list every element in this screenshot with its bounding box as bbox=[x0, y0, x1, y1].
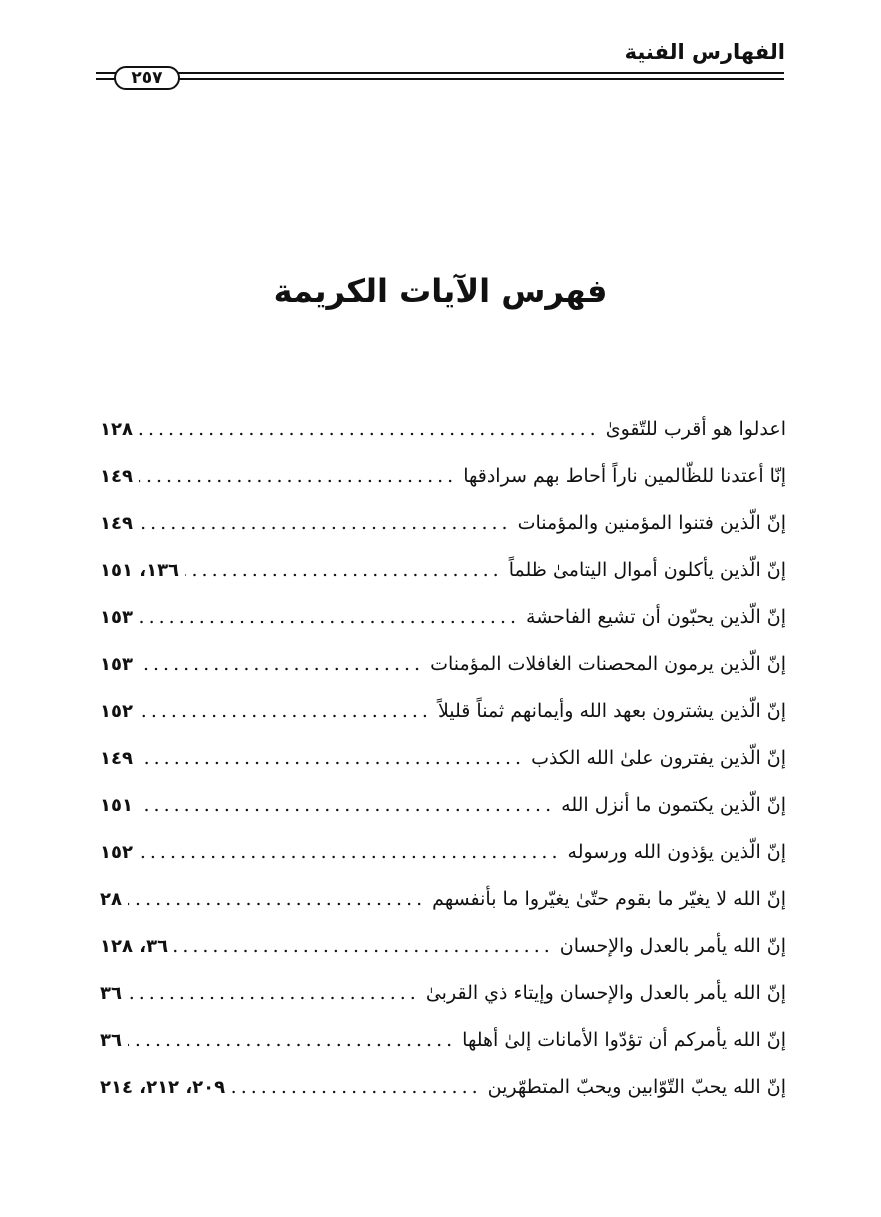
entry-text: إنّا أعتدنا للظّالمين ناراً أحاط بهم سرادقها bbox=[463, 465, 786, 487]
entry-pages: ١٣٦، ١٥١ bbox=[100, 560, 180, 581]
header-rule bbox=[96, 66, 784, 88]
page-title: فهرس الآيات الكريمة bbox=[273, 272, 608, 310]
leader-dots bbox=[185, 559, 503, 581]
entry-pages: ١٥٣ bbox=[100, 654, 133, 675]
header-rule-line-top bbox=[96, 72, 784, 74]
entry-text: إنّ الّذين يشترون بعهد الله وأيمانهم ثمناً قليلاً bbox=[437, 700, 786, 722]
leader-dots bbox=[139, 465, 457, 487]
index-entry bbox=[100, 559, 786, 606]
index-entry bbox=[100, 418, 786, 465]
entry-pages: ١٤٩ bbox=[100, 466, 133, 487]
leader-dots bbox=[174, 935, 554, 957]
entry-pages: ١٥١ bbox=[100, 795, 133, 816]
index-entry bbox=[100, 982, 786, 1029]
index-entry bbox=[100, 465, 786, 512]
leader-dots bbox=[139, 747, 525, 769]
leader-dots bbox=[139, 794, 555, 816]
entry-text: إنّ الّذين يؤذون الله ورسوله bbox=[567, 841, 786, 863]
leader-dots bbox=[139, 606, 520, 628]
entry-text: إنّ الله يأمر بالعدل والإحسان bbox=[559, 935, 786, 957]
index-entry bbox=[100, 700, 786, 747]
entry-pages: ٣٦ bbox=[100, 1030, 122, 1051]
entry-text: إنّ الّذين يحبّون أن تشيع الفاحشة bbox=[526, 606, 786, 628]
entry-pages: ١٢٨ bbox=[100, 419, 133, 440]
index-entry bbox=[100, 841, 786, 888]
leader-dots bbox=[139, 700, 432, 722]
index-entry bbox=[100, 794, 786, 841]
verse-index-list bbox=[100, 418, 786, 1123]
leader-dots bbox=[139, 841, 562, 863]
index-entry bbox=[100, 747, 786, 794]
entry-pages: ٢٨ bbox=[100, 889, 122, 910]
entry-pages: ١٤٩ bbox=[100, 748, 133, 769]
entry-text: إنّ الّذين يفترون علىٰ الله الكذب bbox=[531, 747, 786, 769]
leader-dots bbox=[139, 512, 512, 534]
header-rule-line-bottom bbox=[96, 78, 784, 80]
entry-text: إنّ الله لا يغيّر ما بقوم حتّىٰ يغيّروا ما بأنفسهم bbox=[432, 888, 786, 910]
index-entry bbox=[100, 653, 786, 700]
entry-pages: ٣٦ bbox=[100, 983, 122, 1004]
leader-dots bbox=[231, 1076, 482, 1098]
index-entry bbox=[100, 512, 786, 559]
running-head-title: الفهارس الفنية bbox=[624, 40, 785, 64]
index-entry bbox=[100, 935, 786, 982]
entry-text: إنّ الّذين يأكلون أموال اليتامىٰ ظلماً bbox=[508, 559, 786, 581]
entry-text: اعدلوا هو أقرب للتّقوىٰ bbox=[605, 418, 786, 440]
entry-pages: ٣٦، ١٢٨ bbox=[100, 936, 169, 957]
leader-dots bbox=[128, 1029, 456, 1051]
index-entry bbox=[100, 888, 786, 935]
index-entry bbox=[100, 1029, 786, 1076]
index-entry bbox=[100, 1076, 786, 1123]
entry-pages: ١٥٢ bbox=[100, 842, 133, 863]
index-entry bbox=[100, 606, 786, 653]
entry-pages: ١٥٣ bbox=[100, 607, 133, 628]
page-number: ٢٥٧ bbox=[114, 66, 180, 90]
entry-text: إنّ الله يحبّ التّوّابين ويحبّ المتطهّرين bbox=[487, 1076, 786, 1098]
entry-pages: ١٥٢ bbox=[100, 701, 133, 722]
entry-text: إنّ الّذين يكتمون ما أنزل الله bbox=[561, 794, 786, 816]
entry-text: إنّ الّذين فتنوا المؤمنين والمؤمنات bbox=[517, 512, 786, 534]
leader-dots bbox=[139, 653, 424, 675]
entry-text: إنّ الّذين يرمون المحصنات الغافلات المؤمنات bbox=[430, 653, 786, 675]
entry-pages: ١٤٩ bbox=[100, 513, 133, 534]
leader-dots bbox=[128, 982, 420, 1004]
entry-text: إنّ الله يأمركم أن تؤدّوا الأمانات إلىٰ أهلها bbox=[462, 1029, 786, 1051]
entry-text: إنّ الله يأمر بالعدل والإحسان وإيتاء ذي القربىٰ bbox=[425, 982, 786, 1004]
leader-dots bbox=[128, 888, 426, 910]
entry-pages: ٢٠٩، ٢١٢، ٢١٤ bbox=[100, 1077, 226, 1098]
leader-dots bbox=[139, 418, 600, 440]
